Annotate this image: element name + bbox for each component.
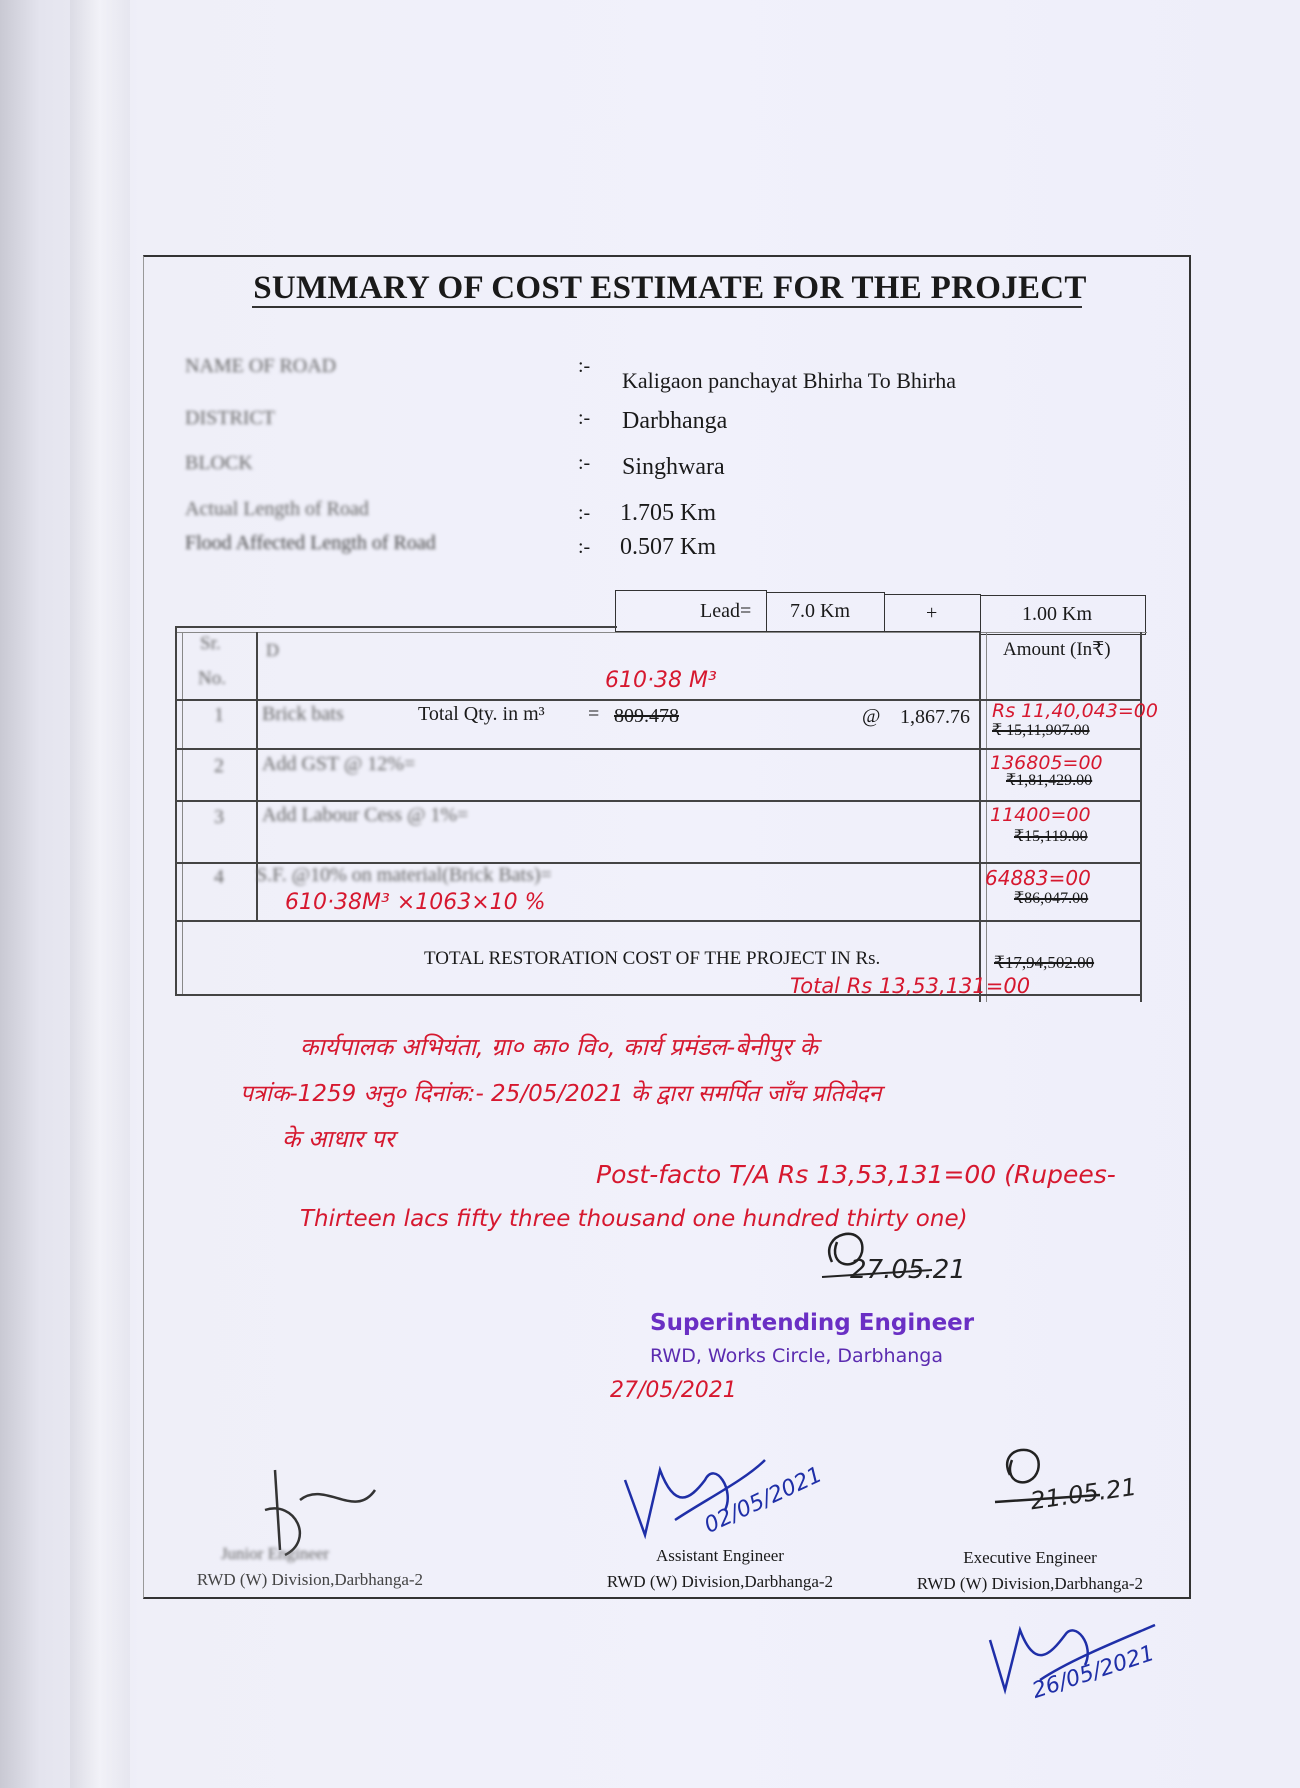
ae-date: 02/05/2021 (700, 1462, 827, 1539)
row4-amount: ₹86,047.00 (1014, 890, 1089, 907)
remark-english-line-1: Post-facto T/A Rs 13,53,131=00 (Rupees- (596, 1160, 1116, 1189)
road-name-label: NAME OF ROAD (185, 355, 337, 377)
bottom-date: 26/05/2021 (1029, 1641, 1158, 1704)
table-left-border (175, 626, 177, 996)
row4-correction: 64883=00 (985, 866, 1091, 890)
affected-length-value: 0.507 Km (620, 534, 716, 560)
road-colon: :- (578, 355, 591, 377)
total-correction: Total Rs 13,53,131=00 (790, 974, 1031, 998)
amount-column-inner-line (986, 632, 987, 1002)
row4-desc: S.F. @10% on material(Brick Bats)= (256, 864, 552, 886)
row-line-5 (175, 920, 1142, 922)
page-fold-shadow (70, 0, 130, 1788)
ee-date: 21.05.21 (1028, 1472, 1139, 1516)
header-amount: Amount (In₹) (1003, 639, 1111, 660)
row2-desc: Add GST @ 12%= (262, 753, 416, 775)
block-label: BLOCK (185, 452, 253, 474)
affected-length-label: Flood Affected Length of Road (185, 532, 436, 554)
actual-length-value: 1.705 Km (620, 500, 716, 526)
row1-qty: 809.478 (614, 705, 679, 727)
district-value: Darbhanga (622, 408, 728, 434)
je-office: RWD (W) Division,Darbhanga-2 (196, 1570, 424, 1589)
road-name-value: Kaligaon panchayat Bhirha To Bhirha (622, 368, 957, 393)
row-line-2 (175, 748, 1142, 750)
actual-length-colon: :- (578, 502, 591, 524)
seal-handwritten-date: 27/05/2021 (610, 1378, 737, 1403)
lead-label: Lead= (700, 600, 752, 622)
je-title: Junior Engineer (220, 1544, 330, 1563)
row1-rate: 1,867.76 (900, 706, 970, 728)
qty-correction: 610·38 M³ (605, 668, 717, 693)
lead-value: 7.0 Km (790, 600, 850, 622)
row1-eq: = (588, 703, 600, 725)
ee-office: RWD (W) Division,Darbhanga-2 (916, 1574, 1144, 1593)
row1-correction: Rs 11,40,043=00 (992, 700, 1158, 722)
amount-column-line (979, 632, 981, 1002)
block-value: Singhwara (622, 454, 725, 480)
row1-desc: Brick bats (262, 703, 344, 725)
row1-at: @ (862, 705, 881, 727)
row4-calculation: 610·38M³ ×1063×10 % (285, 890, 546, 915)
affected-length-colon: :- (578, 536, 591, 558)
row3-correction: 11400=00 (990, 804, 1091, 826)
row3-desc: Add Labour Cess @ 1%= (262, 804, 469, 826)
table-left-inner-border (182, 632, 183, 996)
remark-hindi-line-3: के आधार पर (282, 1125, 395, 1153)
table-right-border (1140, 632, 1142, 1002)
lead-plus: + (926, 602, 938, 624)
row-line-3 (175, 800, 1142, 802)
se-date: 27.05.21 (850, 1255, 966, 1285)
table-top-thin-line (175, 632, 1147, 633)
row2-correction: 136805=00 (990, 752, 1103, 774)
title-underline (252, 306, 1082, 308)
table-top-line (175, 626, 617, 628)
row3-no: 3 (214, 806, 224, 828)
seal-title: Superintending Engineer (650, 1310, 975, 1336)
block-colon: :- (578, 452, 591, 474)
remark-english-line-2: Thirteen lacs fifty three thousand one hundred thirty one) (300, 1206, 968, 1232)
total-label: TOTAL RESTORATION COST OF THE PROJECT IN Rs. (424, 948, 881, 969)
district-label: DISTRICT (185, 407, 275, 429)
ae-office: RWD (W) Division,Darbhanga-2 (606, 1572, 834, 1591)
header-desc: D (266, 640, 279, 660)
row3-amount: ₹15,119.00 (1014, 828, 1088, 845)
lead-extra: 1.00 Km (1022, 603, 1092, 625)
district-colon: :- (578, 407, 591, 429)
remark-hindi-line-1: कार्यपालक अभियंता, ग्रा० का० वि०, कार्य प्रमंडल-बेनीपुर के (300, 1033, 818, 1061)
row4-no: 4 (214, 866, 224, 888)
row1-no: 1 (214, 704, 224, 726)
header-sr: Sr. (200, 633, 221, 654)
seal-office: RWD, Works Circle, Darbhanga (650, 1345, 943, 1367)
document-title: SUMMARY OF COST ESTIMATE FOR THE PROJECT (253, 270, 1087, 306)
ae-title: Assistant Engineer (656, 1546, 784, 1565)
ee-title: Executive Engineer (963, 1548, 1097, 1567)
row1-qty-label: Total Qty. in m³ (418, 703, 545, 725)
remark-hindi-line-2: पत्रांक-1259 अनु० दिनांक:- 25/05/2021 के द्वारा समर्पित जाँच प्रतिवेदन (240, 1081, 882, 1107)
row2-amount: ₹1,81,429.00 (1006, 772, 1093, 789)
total-amount: ₹17,94,502.00 (994, 953, 1095, 972)
actual-length-label: Actual Length of Road (185, 498, 369, 520)
header-no: No. (198, 668, 226, 689)
row1-amount: ₹ 15,11,907.00 (992, 722, 1090, 739)
row2-no: 2 (214, 755, 224, 777)
